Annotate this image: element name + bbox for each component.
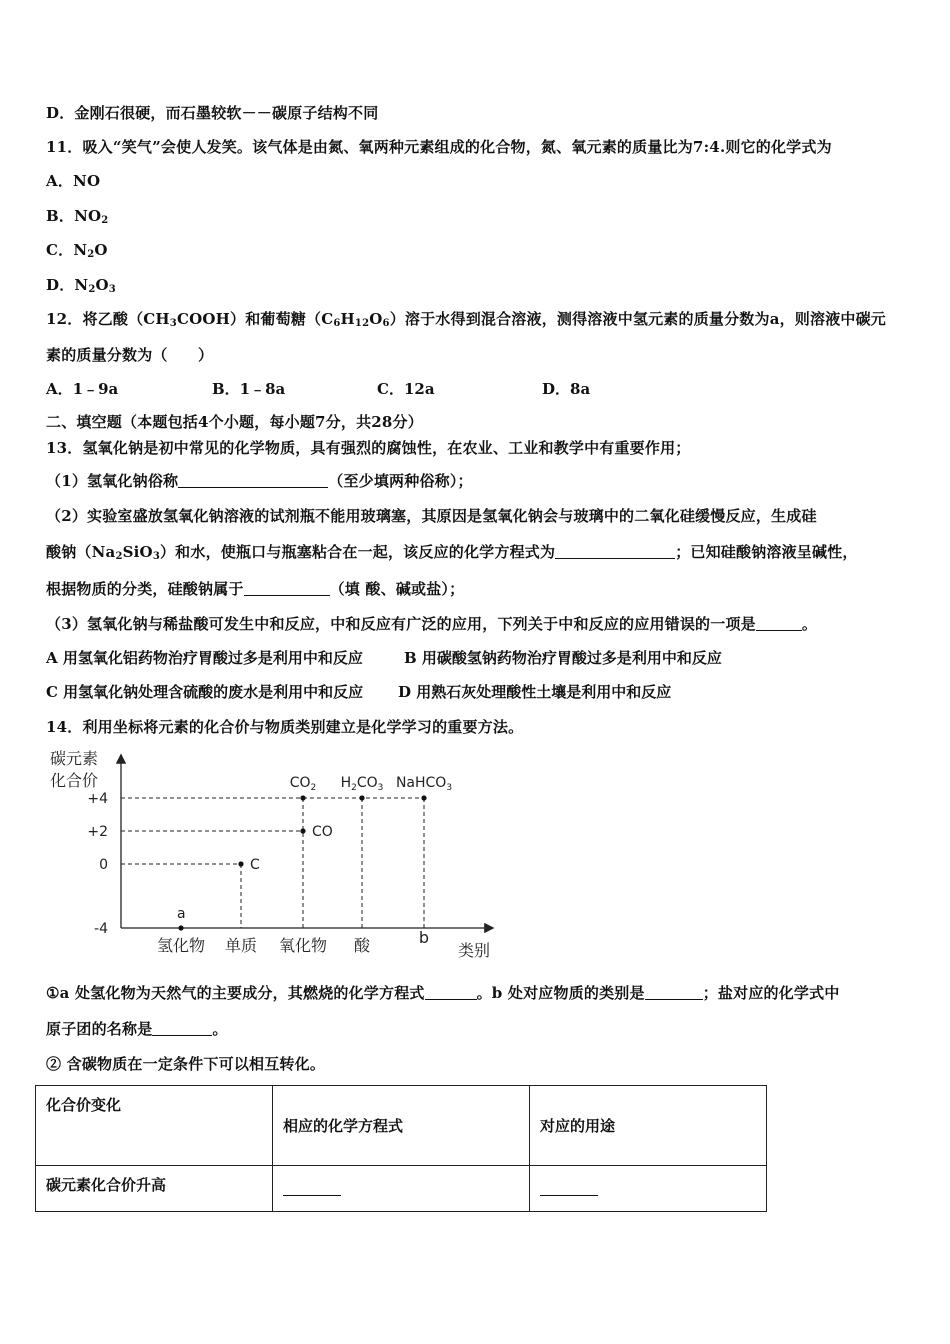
q13-part2-line1: （2）实验室盛放氢氧化钠溶液的试剂瓶不能用玻璃塞，其原因是氢氧化钠会与玻璃中的二氧化硅缓慢反应，生成硅 bbox=[46, 507, 817, 525]
table-cell: 碳元素化合价升高 bbox=[36, 1166, 273, 1212]
x-category-label: 氢化物 bbox=[156, 936, 206, 955]
q13-option-c: C 用氢氧化钠处理含硫酸的废水是利用中和反应 bbox=[46, 683, 364, 701]
q13-part2-line2: 酸钠$(Na_2SiO_3)$和水，使瓶口与瓶塞粘合在一起，该反应的化学方程式为 ；已知硅酸钠溶液呈碱性， bbox=[46, 543, 858, 562]
data-label-h2co3: $H_2CO_3$ bbox=[340, 775, 384, 793]
data-point-a bbox=[178, 925, 183, 930]
data-label-c: C bbox=[250, 857, 260, 873]
q14-part1-line1: ①a 处氢化物为天然气的主要成分，其燃烧的化学方程式 。b 处对应物质的类别是 ；盐对应的化学式中 bbox=[46, 984, 840, 1002]
answer-blank[interactable] bbox=[244, 581, 330, 596]
y-axis-label-line1: 碳元素 bbox=[50, 749, 99, 768]
answer-blank[interactable] bbox=[152, 1021, 212, 1036]
data-point-co bbox=[300, 828, 305, 833]
q14-part2: ② 含碳物质在一定条件下可以相互转化。 bbox=[46, 1055, 326, 1073]
answer-blank[interactable] bbox=[283, 1181, 341, 1196]
answer-blank[interactable] bbox=[756, 616, 802, 631]
q12-option-c: C．12a bbox=[377, 380, 435, 398]
data-label-a: a bbox=[177, 906, 186, 922]
data-point-c bbox=[238, 861, 243, 866]
answer-blank[interactable] bbox=[645, 985, 703, 1000]
table-answer-cell[interactable] bbox=[530, 1166, 767, 1212]
q12-option-d: D．8a bbox=[542, 380, 591, 398]
table-header-cell: 相应的化学方程式 bbox=[273, 1086, 530, 1166]
q13-part3: （3）氢氧化钠与稀盐酸可发生中和反应，中和反应有广泛的应用，下列关于中和反应的应用错误的一项是 。 bbox=[46, 615, 818, 633]
table-header-cell: 化合价变化 bbox=[36, 1086, 273, 1166]
x-category-label: 氧化物 bbox=[278, 936, 328, 955]
y-tick-label: +2 bbox=[87, 824, 108, 840]
valence-chart bbox=[40, 742, 510, 967]
y-tick-label: -4 bbox=[94, 921, 108, 937]
x-axis-label: 类别 bbox=[458, 941, 491, 960]
q12-option-a: A．1﹣9a bbox=[46, 380, 119, 398]
y-tick-label: +4 bbox=[87, 791, 108, 807]
data-label-co2: $CO_2$ bbox=[289, 775, 317, 793]
y-axis-label-line2: 化合价 bbox=[50, 771, 99, 790]
y-tick-label: 0 bbox=[99, 857, 108, 873]
section-heading: 二、填空题（本题包括4个小题，每小题7分，共28分） bbox=[46, 413, 423, 431]
q12-option-b: B．1﹣8a bbox=[212, 380, 286, 398]
q12-stem-line2: 素的质量分数为（ ） bbox=[46, 346, 214, 364]
q13-option-d: D 用熟石灰处理酸性土壤是利用中和反应 bbox=[398, 683, 672, 701]
q13-part1: （1）氢氧化钠俗称 （至少填两种俗称）； bbox=[46, 472, 473, 490]
data-point-nahco3 bbox=[421, 795, 426, 800]
q11-option-a: A．NO bbox=[46, 172, 101, 190]
q13-option-b: B 用碳酸氢钠药物治疗胃酸过多是利用中和反应 bbox=[404, 649, 722, 667]
data-point-h2co3 bbox=[359, 795, 364, 800]
answer-blank[interactable] bbox=[555, 544, 675, 559]
data-label-co: CO bbox=[312, 824, 333, 840]
q14-stem: 14．利用坐标将元素的化合价与物质类别建立是化学学习的重要方法。 bbox=[46, 718, 524, 736]
q13-stem: 13．氢氧化钠是初中常见的化学物质，具有强烈的腐蚀性，在农业、工业和教学中有重要作用； bbox=[46, 439, 691, 457]
table-answer-cell[interactable] bbox=[273, 1166, 530, 1212]
x-category-label: b bbox=[418, 928, 430, 947]
answer-table bbox=[35, 1085, 767, 1212]
q10-option-d: D．金刚石很硬，而石墨较软－－碳原子结构不同 bbox=[46, 104, 379, 122]
q11-option-b: B．$NO_2$ bbox=[46, 207, 109, 226]
q11-option-c: C．$N_2O$ bbox=[46, 241, 108, 260]
answer-blank[interactable] bbox=[425, 985, 477, 1000]
data-label-nahco3: NaHCO$_3$ bbox=[395, 775, 453, 793]
q13-option-a: A 用氢氧化铝药物治疗胃酸过多是利用中和反应 bbox=[46, 649, 363, 667]
q14-part1-line2: 原子团的名称是 。 bbox=[46, 1020, 228, 1038]
q13-part2-line3: 根据物质的分类，硅酸钠属于 （填 酸、碱或盐）； bbox=[46, 580, 465, 598]
table-header-cell: 对应的用途 bbox=[530, 1086, 767, 1166]
answer-blank[interactable] bbox=[178, 473, 328, 488]
x-category-label: 酸 bbox=[353, 936, 371, 955]
q12-stem-line1: 12．将乙酸$(CH_3COOH)$和葡萄糖$(C_6H_{12}O_6)$溶于水得到混合溶液，测得溶液中氢元素的质量分数为a，则溶液中碳元 bbox=[46, 310, 887, 329]
q11-stem: 11．吸入“笑气”会使人发笑。该气体是由氮、氧两种元素组成的化合物，氮、氧元素的质量比为7:4.则它的化学式为 bbox=[46, 138, 832, 156]
answer-blank[interactable] bbox=[540, 1181, 598, 1196]
q11-option-d: D．$N_2O_3$ bbox=[46, 276, 116, 295]
x-category-label: 单质 bbox=[224, 936, 258, 955]
data-point-co2 bbox=[300, 795, 305, 800]
